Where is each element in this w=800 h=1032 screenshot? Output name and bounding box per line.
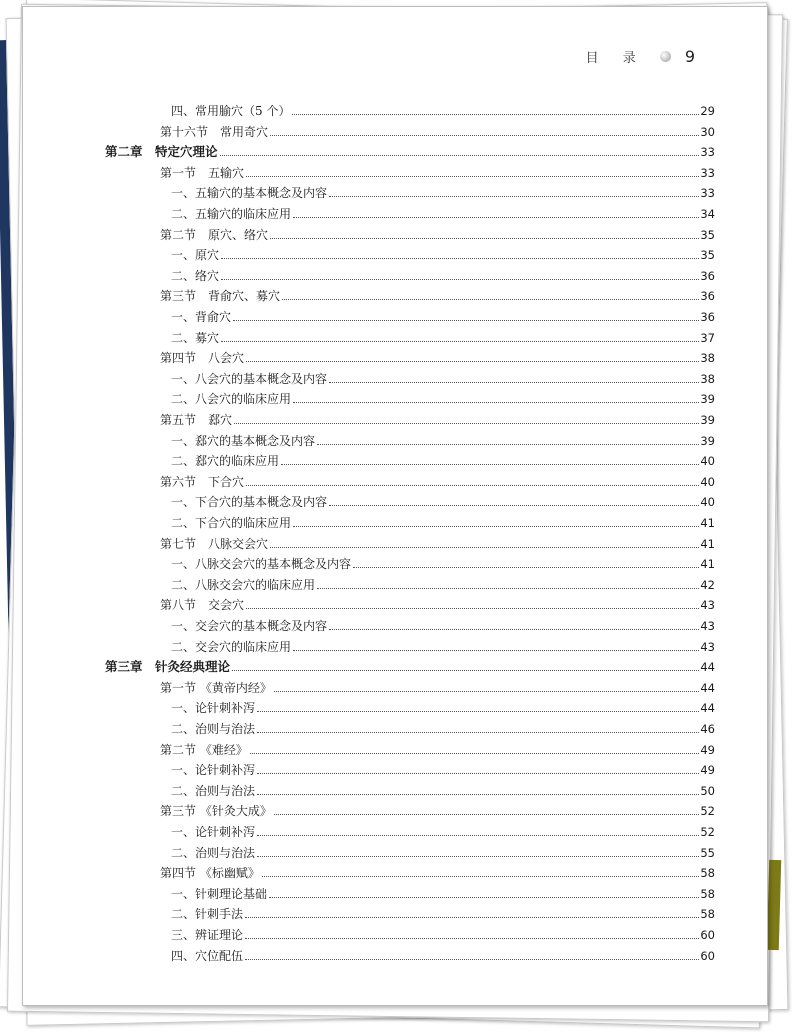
toc-entry-page: 43	[700, 598, 715, 613]
toc-entry-item[interactable]	[171, 367, 715, 387]
toc-entry-page: 40	[700, 454, 715, 469]
toc-entry-page: 34	[700, 207, 715, 221]
toc-entry-item[interactable]	[171, 202, 715, 222]
toc-entry-title: 二、郄穴的临床应用	[171, 454, 280, 469]
toc-entry-item[interactable]	[171, 923, 715, 943]
dot-leader	[257, 710, 699, 712]
dot-leader	[274, 690, 700, 692]
toc-entry-item[interactable]	[171, 944, 715, 964]
toc-entry-page: 39	[700, 433, 715, 448]
toc-entry-item[interactable]	[171, 243, 715, 263]
toc-entry-page: 58	[700, 907, 715, 922]
toc-entry-title: 第八节 交会穴	[160, 598, 245, 613]
toc-entry-title: 二、募穴	[171, 330, 220, 345]
header-label: 目 录	[585, 51, 646, 66]
toc-entry-title: 一、八脉交会穴的基本概念及内容	[171, 557, 352, 572]
toc-entry-page: 44	[700, 660, 715, 675]
toc-entry-section[interactable]	[160, 223, 715, 243]
toc-entry-title: 第四节 八会穴	[160, 351, 245, 366]
toc-entry-item[interactable]	[171, 820, 715, 840]
toc-entry-section[interactable]	[160, 161, 715, 181]
toc-entry-title: 第一节 五输穴	[160, 165, 245, 180]
dot-leader	[257, 772, 699, 774]
dot-leader	[317, 443, 699, 445]
dot-leader	[257, 855, 699, 857]
dot-leader	[329, 504, 699, 506]
toc-entry-chapter[interactable]	[105, 655, 715, 675]
toc-entry-title: 二、交会穴的临床应用	[171, 639, 292, 654]
toc-entry-title: 第一节 《黄帝内经》	[160, 680, 272, 695]
dot-leader	[250, 752, 700, 754]
dot-leader	[257, 731, 699, 733]
toc-entry-page: 35	[700, 227, 715, 242]
dot-leader	[245, 916, 699, 918]
toc-entry-section[interactable]	[160, 861, 715, 881]
toc-entry-title: 二、八脉交会穴的临床应用	[171, 577, 316, 592]
toc-entry-page: 52	[700, 804, 715, 819]
toc-entry-page: 41	[700, 557, 715, 572]
dot-leader	[245, 958, 699, 960]
dot-leader	[262, 875, 700, 877]
toc-entry-item[interactable]	[171, 882, 715, 902]
dot-leader	[329, 195, 699, 197]
toc-entry-item[interactable]	[171, 99, 715, 119]
cover-edge	[767, 860, 782, 950]
toc-entry-title: 第二节 原穴、络穴	[160, 227, 269, 242]
toc-entry-item[interactable]	[171, 552, 715, 572]
toc-entry-page: 39	[700, 392, 715, 407]
dot-leader	[221, 278, 699, 280]
toc-entry-section[interactable]	[160, 593, 715, 613]
toc-entry-item[interactable]	[171, 429, 715, 449]
toc-entry-title: 三、辨证理论	[171, 928, 244, 942]
toc-entry-title: 四、常用腧穴（5 个）	[171, 104, 291, 118]
dot-leader	[233, 319, 699, 321]
dot-leader	[232, 669, 699, 671]
toc-entry-page: 38	[700, 351, 715, 366]
toc-entry-title: 二、治则与治法	[171, 722, 256, 736]
toc-entry-title: 一、交会穴的基本概念及内容	[171, 619, 328, 633]
dot-leader	[269, 896, 699, 898]
toc-entry-section[interactable]	[160, 799, 715, 819]
toc-entry-page: 43	[700, 619, 715, 633]
toc-entry-section[interactable]	[160, 120, 715, 140]
dot-leader	[221, 257, 699, 259]
dot-leader	[270, 134, 699, 136]
toc-entry-section[interactable]	[160, 532, 715, 552]
toc-entry-item[interactable]	[171, 387, 715, 407]
toc-entry-title: 第十六节 常用奇穴	[160, 124, 269, 139]
dot-leader	[293, 401, 699, 403]
toc-entry-page: 36	[700, 310, 715, 324]
toc-entry-title: 第六节 下合穴	[160, 474, 245, 489]
toc-entry-title: 二、八会穴的临床应用	[171, 392, 292, 407]
toc-entry-page: 55	[700, 845, 715, 860]
toc-entry-page: 52	[700, 825, 715, 839]
toc-entry-page: 36	[700, 289, 715, 304]
toc-entry-title: 第七节 八脉交会穴	[160, 536, 269, 551]
toc-entry-title: 第四节 《标幽赋》	[160, 866, 260, 881]
toc-entry-title: 一、背俞穴	[171, 310, 232, 324]
toc-entry-title: 二、五输穴的临床应用	[171, 207, 292, 221]
dot-leader	[292, 113, 699, 115]
toc-entry-page: 43	[700, 639, 715, 654]
toc-entry-title: 一、论针刺补泻	[171, 763, 256, 778]
toc-entry-page: 42	[700, 577, 715, 592]
toc-entry-item[interactable]	[171, 614, 715, 634]
toc-entry-item[interactable]	[171, 305, 715, 325]
dot-leader	[282, 298, 699, 300]
toc-entry-item[interactable]	[171, 449, 715, 469]
toc-entry-page: 44	[700, 701, 715, 716]
toc-entry-title: 第二章 特定穴理论	[105, 144, 218, 160]
toc-entry-title: 一、郄穴的基本概念及内容	[171, 433, 316, 448]
toc-entry-title: 一、论针刺补泻	[171, 825, 256, 839]
toc-entry-page: 41	[700, 536, 715, 551]
toc-entry-title: 一、论针刺补泻	[171, 701, 256, 716]
toc-entry-title: 第五节 郄穴	[160, 413, 233, 427]
toc-entry-item[interactable]	[171, 696, 715, 716]
toc-entry-item[interactable]	[171, 326, 715, 346]
toc-entry-section[interactable]	[160, 408, 715, 428]
toc-entry-title: 第二节 《难经》	[160, 742, 248, 757]
toc-entry-page: 33	[700, 165, 715, 180]
dot-leader	[293, 525, 699, 527]
toc-entry-page: 58	[700, 866, 715, 881]
toc-entry-item[interactable]	[171, 181, 715, 201]
toc-entry-title: 二、络穴	[171, 268, 220, 283]
toc-entry-page: 41	[700, 516, 715, 530]
toc-entry-item[interactable]	[171, 902, 715, 922]
toc-entry-page: 37	[700, 330, 715, 345]
dot-leader	[245, 937, 699, 939]
toc-entry-title: 二、针刺手法	[171, 907, 244, 922]
toc-entry-page: 46	[700, 722, 715, 736]
header-page-number: 9	[684, 47, 695, 66]
dot-leader	[270, 237, 699, 239]
header-dot-icon	[660, 51, 671, 62]
toc-entry-item[interactable]	[171, 758, 715, 778]
dot-leader	[353, 566, 699, 568]
dot-leader	[317, 587, 699, 589]
toc-entry-page: 40	[700, 495, 715, 510]
toc-entry-page: 60	[700, 928, 715, 942]
dot-leader	[293, 216, 699, 218]
toc-entry-page: 33	[700, 145, 715, 160]
toc-entry-page: 29	[700, 104, 715, 118]
toc-entry-chapter[interactable]	[105, 140, 715, 160]
toc-entry-title: 第三章 针灸经典理论	[105, 659, 231, 675]
toc-entry-page: 35	[700, 248, 715, 263]
toc-entry-item[interactable]	[171, 717, 715, 737]
toc-entry-item[interactable]	[171, 511, 715, 531]
dot-leader	[257, 834, 699, 836]
dot-leader	[246, 484, 699, 486]
dot-leader	[281, 463, 699, 465]
dot-leader	[246, 360, 699, 362]
running-header	[586, 47, 695, 66]
toc-entry-title: 一、下合穴的基本概念及内容	[171, 495, 328, 510]
toc-entry-title: 二、治则与治法	[171, 845, 256, 860]
toc-entry-page: 49	[700, 763, 715, 778]
toc-entry-item[interactable]	[171, 264, 715, 284]
toc-entry-section[interactable]	[160, 738, 715, 758]
toc-entry-item[interactable]	[171, 490, 715, 510]
toc-entry-page: 40	[700, 474, 715, 489]
dot-leader	[329, 381, 699, 383]
toc-entry-title: 一、原穴	[171, 248, 220, 263]
toc-entry-section[interactable]	[160, 470, 715, 490]
dot-leader	[246, 607, 699, 609]
toc-entry-title: 第三节 背俞穴、募穴	[160, 289, 281, 304]
toc-entry-page: 38	[700, 371, 715, 386]
dot-leader	[257, 793, 699, 795]
toc-entry-item[interactable]	[171, 573, 715, 593]
dot-leader	[246, 175, 699, 177]
toc-entry-title: 四、穴位配伍	[171, 948, 244, 963]
toc-entry-page: 60	[700, 948, 715, 963]
dot-leader	[329, 628, 699, 630]
toc-entry-item[interactable]	[171, 635, 715, 655]
toc-entry-item[interactable]	[171, 841, 715, 861]
dot-leader	[220, 154, 700, 156]
dot-leader	[270, 546, 699, 548]
toc-entry-title: 第三节 《针灸大成》	[160, 804, 272, 819]
toc-entry-item[interactable]	[171, 779, 715, 799]
toc-entry-title: 一、五输穴的基本概念及内容	[171, 186, 328, 201]
toc-entry-page: 44	[700, 680, 715, 695]
dot-leader	[293, 649, 699, 651]
toc-entry-section[interactable]	[160, 284, 715, 304]
toc-entry-section[interactable]	[160, 676, 715, 696]
dot-leader	[221, 340, 699, 342]
toc-entry-title: 二、下合穴的临床应用	[171, 516, 292, 530]
toc-entry-page: 30	[700, 124, 715, 139]
toc-entry-page: 58	[700, 886, 715, 901]
toc-entry-page: 49	[700, 742, 715, 757]
toc-entry-title: 一、针刺理论基础	[171, 886, 268, 901]
dot-leader	[274, 813, 700, 815]
toc-entry-title: 二、治则与治法	[171, 783, 256, 798]
toc-entry-page: 33	[700, 186, 715, 201]
toc-entry-title: 一、八会穴的基本概念及内容	[171, 371, 328, 386]
toc-entry-section[interactable]	[160, 346, 715, 366]
toc-entry-page: 39	[700, 413, 715, 427]
toc-entry-page: 36	[700, 268, 715, 283]
dot-leader	[234, 422, 699, 424]
toc-entry-page: 50	[700, 783, 715, 798]
toc-page	[22, 6, 768, 1006]
